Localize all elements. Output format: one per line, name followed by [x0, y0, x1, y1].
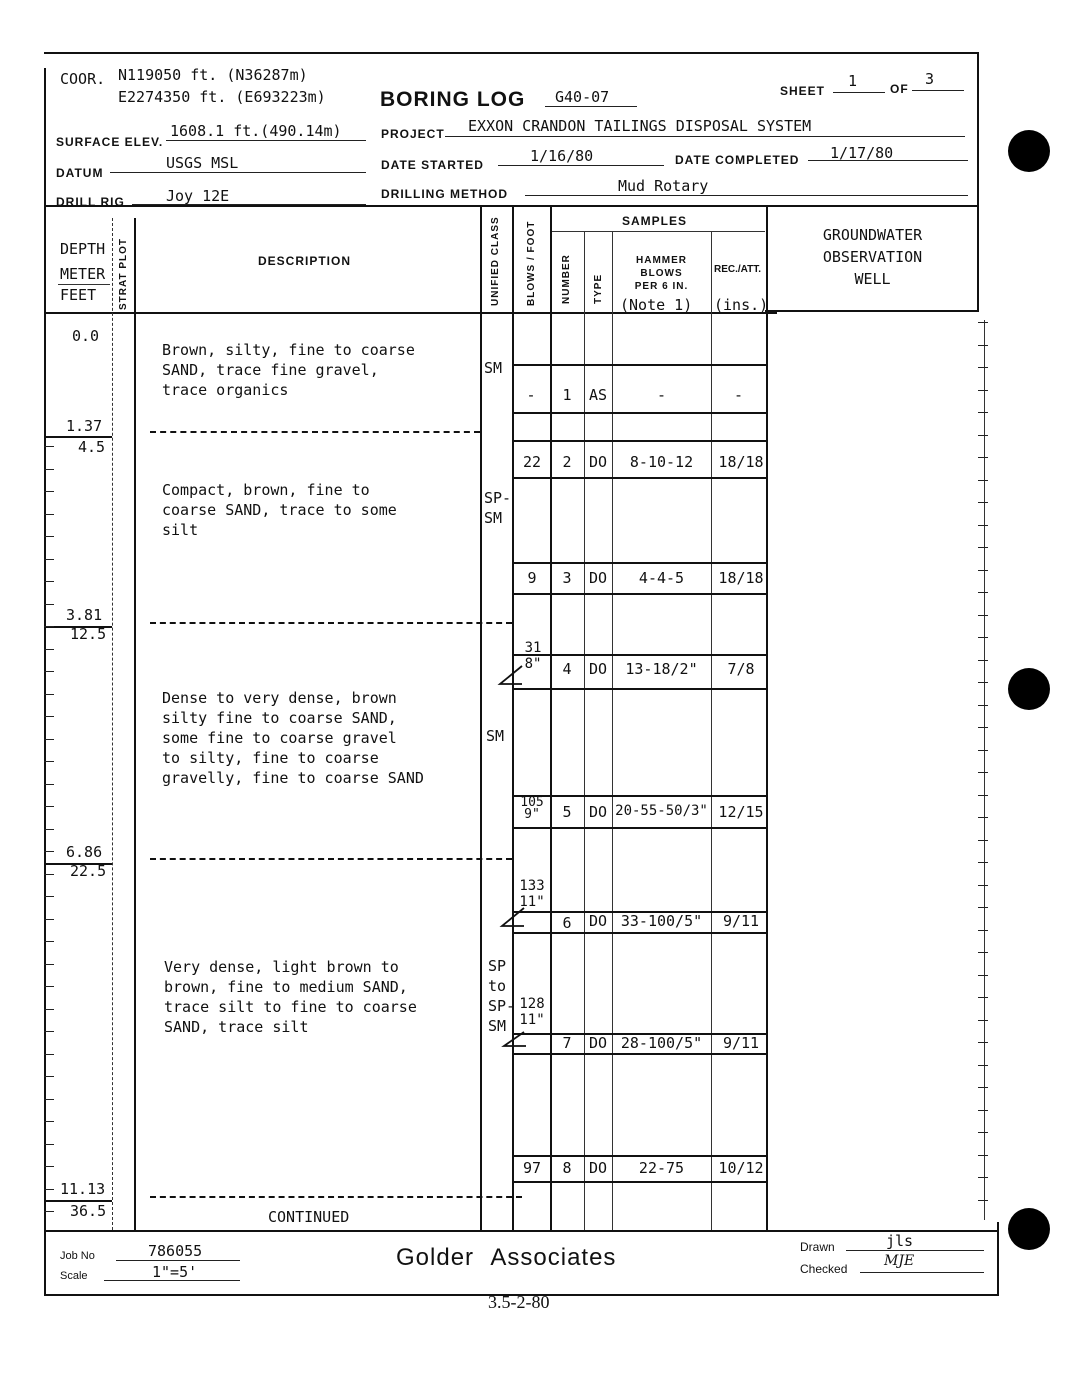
surface-elev-value: 1608.1 ft.(490.14m): [170, 122, 342, 140]
depth-meter-2: 3.81: [66, 606, 103, 624]
scale-tick: [44, 536, 54, 537]
scale-tick: [978, 457, 988, 458]
layer-3-class: SM: [486, 727, 505, 745]
scale-tick: [44, 941, 54, 942]
sample-3-bottom: [512, 593, 768, 595]
scale-tick: [978, 862, 988, 863]
scale-tick: [44, 1099, 54, 1100]
sample-2-bottom: [512, 477, 768, 479]
sample-7-hammer: 28-100/5": [620, 1034, 703, 1052]
sample-8-type: DO: [588, 1159, 608, 1177]
drawn-label: Drawn: [800, 1240, 835, 1254]
depth-feet-1: 4.5: [78, 438, 106, 456]
project-underline: [445, 136, 965, 137]
col-samples-label: SAMPLES: [622, 214, 688, 228]
sample-3-hammer: 4-4-5: [638, 569, 685, 587]
sample-6-blows: 133 11": [519, 878, 545, 910]
sample-1-hammer: -: [656, 386, 667, 404]
scale-tick: [978, 705, 988, 706]
date-started-underline: [498, 165, 664, 166]
sample-4-bottom: [512, 688, 768, 690]
scale-tick: [44, 446, 54, 447]
scale-tick: [44, 1144, 54, 1145]
table-header-top: [44, 205, 978, 207]
scale-tick: [44, 626, 54, 627]
sample-2-number: 2: [562, 453, 572, 471]
sample-4-top: [512, 654, 768, 656]
date-started-label: DATE STARTED: [381, 158, 484, 172]
scale-underline: [104, 1280, 240, 1281]
datum-value: USGS MSL: [166, 154, 239, 172]
scale-tick: [44, 671, 54, 672]
sample-8-hammer: 22-75: [638, 1159, 685, 1177]
frame-right: [977, 52, 979, 310]
sample-6-bottom: [512, 932, 768, 934]
col-divider-type: [612, 231, 613, 1231]
scale-tick: [978, 570, 988, 571]
checked-initials: MJE: [884, 1253, 915, 1269]
sample-5-blows: 105 9": [520, 795, 544, 822]
sample-7-rec: 9/11: [722, 1034, 760, 1052]
sample-5-bottom: [512, 827, 768, 829]
sample-2-type: DO: [588, 453, 608, 471]
scale-tick: [978, 322, 988, 323]
checked-label: Checked: [800, 1262, 848, 1276]
sample-6-type: DO: [588, 912, 608, 930]
sample-6-hammer: 33-100/5": [620, 912, 703, 930]
col-divider-hammer: [711, 231, 712, 1231]
sample-7-number: 7: [562, 1034, 572, 1052]
coor-north: N119050 ft. (N36287m): [118, 66, 308, 84]
scale-tick: [978, 817, 988, 818]
scale-tick: [978, 345, 988, 346]
col-feet-label: FEET: [60, 286, 97, 304]
log-id-underline: [545, 106, 637, 107]
sample-7-type: DO: [588, 1034, 608, 1052]
log-id: G40-07: [555, 88, 610, 106]
hammer-line-2: BLOWS: [640, 268, 683, 279]
continued-label: CONTINUED: [268, 1208, 350, 1226]
col-description-label: DESCRIPTION: [258, 254, 352, 268]
scale-tick: [44, 604, 54, 605]
sample-3-blows: 9: [527, 569, 537, 587]
sheet-number-underline: [833, 92, 885, 93]
sample-7-bottom: [512, 1053, 768, 1055]
scale-tick: [978, 1110, 988, 1111]
coor-east: E2274350 ft. (E693223m): [118, 88, 326, 106]
scale-tick: [978, 637, 988, 638]
scale-tick: [978, 1200, 988, 1201]
layer-3-description: Dense to very dense, brown silty fine to coarse SAND, some fine to coarse gravel to silty, fine to coarse gravelly, fine to coarse SAND: [162, 689, 424, 787]
sample-2-top: [512, 440, 768, 442]
scale-tick: [44, 1189, 54, 1190]
sample-4-number: 4: [562, 660, 572, 678]
groundwater-line-1: GROUNDWATER: [822, 226, 923, 244]
datum-label: DATUM: [56, 166, 104, 180]
sheet-total: 3: [925, 70, 935, 88]
scale-tick: [44, 874, 54, 875]
depth-feet-3: 22.5: [70, 862, 107, 880]
table-bottom: [44, 1230, 999, 1232]
boundary-solid-2: [44, 626, 112, 628]
scale-tick: [44, 1076, 54, 1077]
scale-tick: [44, 1009, 54, 1010]
depth-meter-4: 11.13: [60, 1180, 106, 1198]
scale-tick: [44, 1121, 54, 1122]
scale-tick: [978, 1155, 988, 1156]
scale-tick: [44, 739, 54, 740]
company-name: Golder Associates: [396, 1244, 617, 1271]
scale-tick: [44, 1211, 54, 1212]
scale-tick: [978, 1042, 988, 1043]
scale-tick: [44, 694, 54, 695]
frame-right-lower: [997, 1222, 999, 1296]
sample-3-top: [512, 562, 768, 564]
sample-1-blows: -: [526, 386, 536, 404]
scale-tick: [978, 1132, 988, 1133]
scale-tick: [978, 952, 988, 953]
depth-meter-3: 6.86: [66, 843, 103, 861]
scale-tick: [978, 750, 988, 751]
sample-2-blows: 22: [522, 453, 542, 471]
boundary-4: [150, 1196, 522, 1198]
scale-tick: [978, 795, 988, 796]
scale-tick: [978, 660, 988, 661]
scale-tick: [978, 1177, 988, 1178]
col-meter-label: METER: [60, 265, 106, 283]
drawn-underline: [846, 1250, 984, 1251]
punch-hole-top: [1008, 130, 1050, 172]
refusal-arrow-1: [496, 664, 526, 692]
sample-2-rec: 18/18: [718, 453, 764, 471]
sample-4-hammer: 13-18/2": [625, 660, 698, 678]
scale-tick: [978, 840, 988, 841]
sample-4-rec: 7/8: [727, 660, 755, 678]
sample-6-number: 6: [562, 914, 572, 932]
page-number: 3.5-2-80: [488, 1292, 550, 1312]
hammer-line-1: HAMMER: [636, 255, 687, 266]
sheet-total-underline: [912, 90, 964, 91]
scale-tick: [44, 649, 54, 650]
scale-tick: [978, 525, 988, 526]
layer-4-class: SP to SP- SM: [488, 957, 516, 1035]
drilling-method-label: DRILLING METHOD: [381, 187, 508, 201]
depth-feet-2: 12.5: [70, 625, 107, 643]
layer-4-description: Very dense, light brown to brown, fine to medium SAND, trace silt to fine to coarse SAND, trace silt: [164, 958, 417, 1036]
checked-underline: [860, 1272, 984, 1273]
sample-5-hammer: 20-55-50/3": [615, 803, 708, 819]
col-unified-class-label: UNIFIED CLASS: [490, 216, 501, 306]
sample-4-blows: 31 8": [524, 640, 542, 672]
job-no-underline: [116, 1260, 240, 1261]
frame-top: [44, 52, 978, 54]
refusal-arrow-3: [500, 1030, 530, 1052]
col-number-label: NUMBER: [561, 254, 572, 304]
of-label: OF: [890, 82, 909, 96]
scale-tick: [978, 727, 988, 728]
drilling-method-underline: [525, 195, 968, 196]
layer-1-description: Brown, silty, fine to coarse SAND, trace fine gravel, trace organics: [162, 341, 415, 399]
date-completed-underline: [808, 160, 968, 161]
sample-1-type: AS: [588, 386, 608, 404]
scale-tick: [978, 1020, 988, 1021]
scale-tick: [44, 1031, 54, 1032]
scale-tick: [44, 716, 54, 717]
col-blows-foot-label: BLOWS / FOOT: [526, 220, 537, 306]
drilling-method-value: Mud Rotary: [618, 177, 709, 195]
sample-8-rec: 10/12: [718, 1159, 764, 1177]
col-strat-plot-label: STRAT PLOT: [118, 237, 129, 310]
sheet-label: SHEET: [780, 84, 826, 98]
scale-tick: [44, 761, 54, 762]
scale-tick: [978, 615, 988, 616]
surface-elev-underline: [166, 140, 366, 141]
scale-tick: [44, 1166, 54, 1167]
boundary-2: [150, 622, 512, 624]
col-divider-rec: [766, 205, 768, 1230]
punch-hole-bottom: [1008, 1208, 1050, 1250]
depth-meter-0: 0.0: [72, 327, 100, 345]
hammer-note: (Note 1): [620, 296, 693, 314]
project-label: PROJECT: [381, 127, 445, 141]
table-header-bottom-gw: [765, 310, 979, 312]
sample-5-number: 5: [562, 803, 572, 821]
right-scale-axis: [984, 320, 985, 1220]
sheet-number: 1: [848, 72, 858, 90]
scale-tick: [44, 829, 54, 830]
boundary-3: [150, 858, 512, 860]
rec-units: (ins.): [714, 296, 769, 314]
drill-rig-value: Joy 12E: [166, 187, 230, 205]
scale-tick: [978, 412, 988, 413]
col-divider-class: [512, 205, 514, 1230]
layer-2-class: SP- SM: [484, 489, 512, 527]
col-divider-depth: [112, 218, 113, 1230]
scale-tick: [978, 975, 988, 976]
scale-tick: [44, 851, 54, 852]
sample-1-rec: -: [733, 386, 744, 404]
project-value: EXXON CRANDON TAILINGS DISPOSAL SYSTEM: [468, 117, 812, 135]
col-hammer-label: [612, 254, 711, 293]
scale-tick: [978, 682, 988, 683]
punch-hole-middle: [1008, 668, 1050, 710]
scale-tick: [44, 986, 54, 987]
samples-header-divider: [550, 231, 765, 232]
boundary-solid-3: [44, 863, 112, 865]
sample-8-bottom: [512, 1181, 768, 1183]
scale-tick: [978, 480, 988, 481]
sample-5-top: [512, 795, 768, 797]
sample-1-bottom: [512, 412, 768, 414]
depth-feet-4: 36.5: [70, 1202, 107, 1220]
scale-tick: [978, 885, 988, 886]
sample-4-type: DO: [588, 660, 608, 678]
scale-tick: [978, 502, 988, 503]
col-type-label: TYPE: [593, 273, 604, 304]
scale-tick: [44, 581, 54, 582]
sample-8-number: 8: [562, 1159, 572, 1177]
groundwater-line-3: WELL: [854, 270, 891, 288]
drawn-value: jls: [886, 1232, 914, 1250]
sample-8-blows: 97: [522, 1159, 542, 1177]
sample-6-rec: 9/11: [722, 912, 760, 930]
boundary-solid-4: [44, 1200, 112, 1202]
scale-tick: [978, 1087, 988, 1088]
groundwater-line-2: OBSERVATION: [822, 248, 923, 266]
surface-elev-label: SURFACE ELEV.: [56, 135, 164, 149]
scale-tick: [978, 390, 988, 391]
groundwater-label: [790, 224, 955, 290]
layer-2-description: Compact, brown, fine to coarse SAND, trace to some silt: [162, 481, 397, 539]
coor-label: COOR.: [60, 70, 106, 88]
frame-left: [44, 68, 46, 1294]
sample-2-hammer: 8-10-12: [629, 453, 694, 471]
drill-rig-label: DRILL RIG: [56, 195, 125, 209]
scale-tick: [978, 1065, 988, 1066]
scale-tick: [978, 907, 988, 908]
scale-tick: [978, 367, 988, 368]
sample-5-type: DO: [588, 803, 608, 821]
sample-3-number: 3: [562, 569, 572, 587]
col-divider-desc: [480, 205, 482, 1230]
sample-1-number: 1: [562, 386, 572, 404]
scale-label: Scale: [60, 1270, 88, 1282]
scale-tick: [978, 592, 988, 593]
job-no-value: 786055: [148, 1242, 203, 1260]
scale-tick: [978, 997, 988, 998]
layer-1-class: SM: [484, 359, 503, 377]
scale-tick: [978, 772, 988, 773]
col-rec-att-label: REC./ATT.: [714, 264, 762, 275]
date-started-value: 1/16/80: [530, 147, 594, 165]
scale-tick: [44, 1054, 54, 1055]
sample-3-type: DO: [588, 569, 608, 587]
scale-tick: [978, 547, 988, 548]
scale-tick: [44, 896, 54, 897]
boring-log-title: BORING LOG: [380, 88, 526, 111]
sample-5-rec: 12/15: [718, 803, 764, 821]
col-depth-label: DEPTH: [60, 240, 106, 258]
sample-1-top: [512, 364, 768, 366]
scale-tick: [44, 469, 54, 470]
scale-tick: [44, 919, 54, 920]
scale-tick: [44, 964, 54, 965]
job-no-label: Job No: [60, 1250, 95, 1262]
scale-tick: [978, 435, 988, 436]
date-completed-value: 1/17/80: [830, 144, 894, 162]
depth-meter-1: 1.37: [66, 417, 103, 435]
scale-tick: [978, 930, 988, 931]
sample-8-top: [512, 1155, 768, 1157]
boundary-1: [150, 431, 480, 433]
hammer-line-3: PER 6 IN.: [634, 281, 689, 292]
col-divider-blows: [550, 207, 552, 1230]
meter-feet-divider: [58, 284, 110, 285]
scale-tick: [44, 514, 54, 515]
scale-value: 1"=5': [152, 1263, 198, 1281]
scale-tick: [44, 806, 54, 807]
scale-tick: [44, 491, 54, 492]
sample-7-blows: 128 11": [519, 996, 545, 1028]
datum-underline: [110, 172, 366, 173]
col-divider-number: [584, 231, 585, 1231]
date-completed-label: DATE COMPLETED: [675, 153, 800, 167]
scale-tick: [44, 784, 54, 785]
scale-tick: [44, 559, 54, 560]
col-divider-strat: [134, 218, 136, 1230]
boundary-solid-1: [44, 436, 112, 438]
sample-3-rec: 18/18: [718, 569, 764, 587]
refusal-arrow-2: [498, 906, 528, 934]
